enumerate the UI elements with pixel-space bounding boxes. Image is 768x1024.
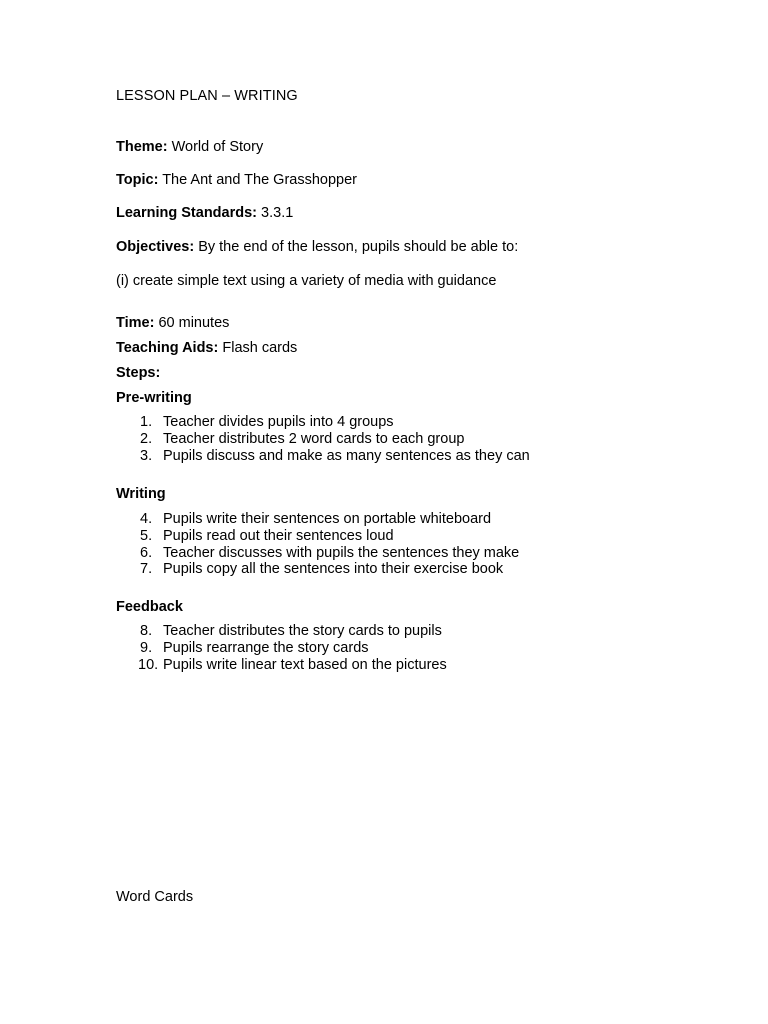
step-number: 6. [140,544,153,561]
step-text: Pupils discuss and make as many sentences as they can [163,447,530,464]
step-number: 9. [140,639,153,656]
teaching-aids-value: Flash cards [222,340,298,356]
teaching-aids-label: Teaching Aids: [116,340,219,356]
learning-standards-label: Learning Standards: [116,205,257,221]
topic-value: The Ant and The Grasshopper [162,172,358,188]
section-heading-writing: Writing [116,486,166,502]
theme-value: World of Story [171,139,264,155]
objective-item: (i) create simple text using a variety of media with guidance [116,273,497,289]
step-text: Teacher distributes 2 word cards to each group [163,430,465,447]
objectives-value: By the end of the lesson, pupils should be able to: [198,239,519,255]
step-text: Pupils copy all the sentences into their exercise book [163,561,504,578]
document-title: LESSON PLAN – WRITING [116,88,298,104]
step-number: 7. [140,561,153,578]
learning-standards-value: 3.3.1 [261,205,294,221]
topic-label: Topic: [116,172,159,188]
step-text: Pupils write their sentences on portable whiteboard [163,511,492,527]
topic-line [116,171,357,189]
steps-label: Steps: [116,365,161,381]
step-text: Teacher discusses with pupils the sentences they make [163,544,520,561]
objectives-line [116,238,518,256]
word-cards-heading: Word Cards [116,889,194,905]
step-text: Pupils write linear text based on the pictures [163,656,447,673]
step-number: 4. [140,511,153,527]
objectives-label: Objectives: [116,239,195,255]
teaching-aids-line [116,339,297,357]
document-page [116,0,736,1024]
time-value: 60 minutes [158,315,230,331]
theme-line [116,138,263,156]
learning-standards-line [116,204,293,222]
section-heading-pre-writing: Pre-writing [116,390,192,406]
section-heading-feedback: Feedback [116,599,183,615]
step-number: 5. [140,527,153,544]
step-number: 2. [140,430,153,447]
step-text: Teacher distributes the story cards to pupils [163,623,442,639]
step-number: 10. [138,656,159,673]
step-text: Pupils read out their sentences loud [163,527,394,544]
step-number: 3. [140,447,153,464]
step-text: Pupils rearrange the story cards [163,639,369,656]
step-text: Teacher divides pupils into 4 groups [163,414,394,430]
theme-label: Theme: [116,139,168,155]
time-label: Time: [116,315,155,331]
time-line [116,314,229,332]
step-number: 1. [140,414,153,430]
step-number: 8. [140,623,153,639]
